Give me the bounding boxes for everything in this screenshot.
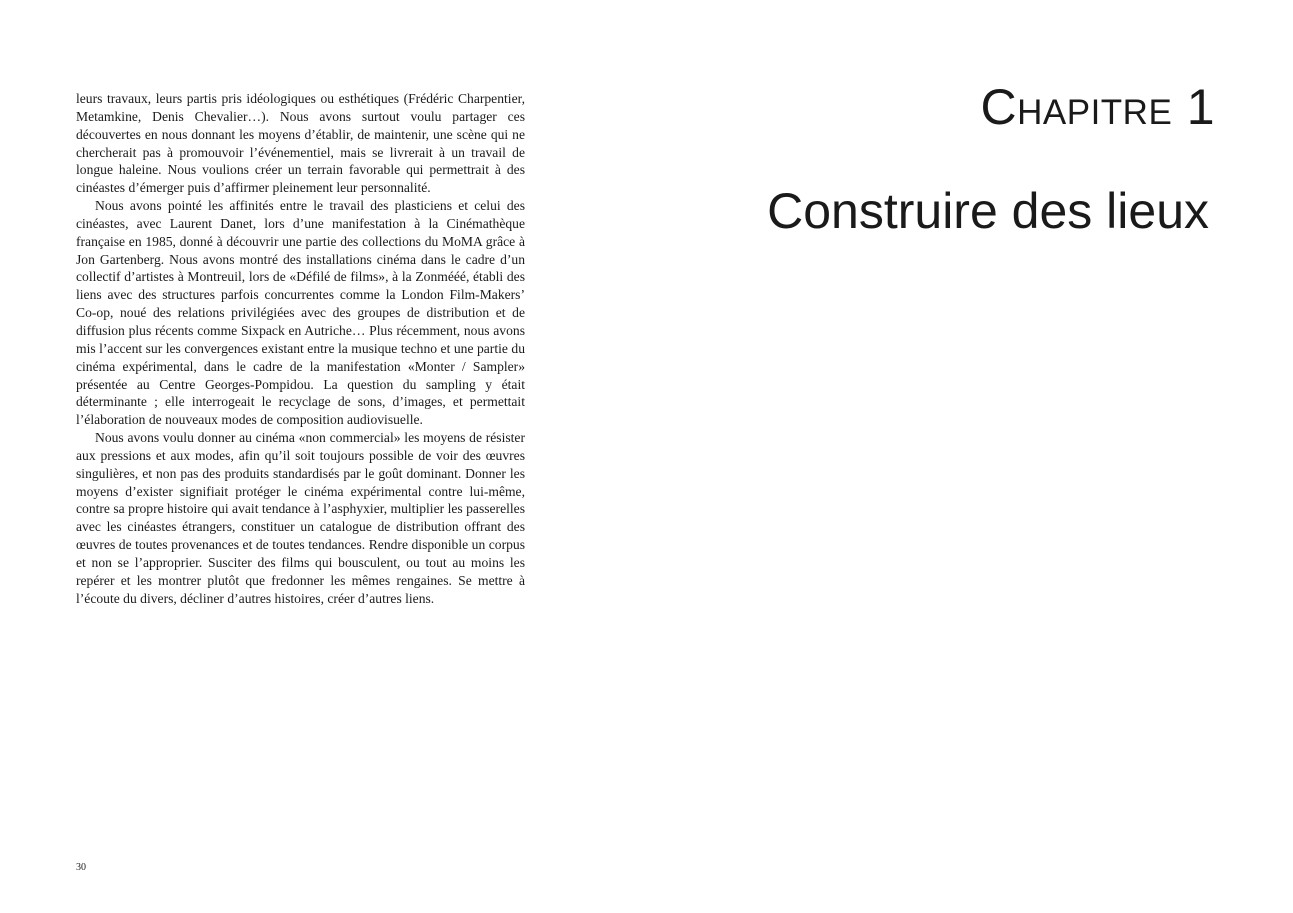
page-number: 30	[76, 862, 86, 873]
paragraph-1: leurs travaux, leurs partis pris idéologiques ou esthétiques (Frédéric Charpentier, Metamkine, Denis Chevalier…). Nous avons surtout voulu partager ces découvertes en nous donnant les moyens d’établir, de maintenir, une scène qui ne chercherait pas à promouvoir l’événementiel, mais se livrerait à un travail de longue haleine. Nous voulions créer un terrain favorable qui permettrait à des cinéastes d’émerger puis d’affirmer pleinement leur personnalité.	[76, 91, 525, 196]
chapter-label: Chapitre 1	[980, 79, 1215, 135]
left-page	[0, 0, 646, 913]
right-page	[646, 0, 1293, 913]
paragraph-3: Nous avons voulu donner au cinéma «non commercial» les moyens de résister aux pressions et aux modes, afin qu’il soit toujours possible de voir des œuvres singulières, et non pas des produits standardisés par le goût dominant. Donner les moyens d’exister signifiait protéger le cinéma expérimental contre lui-même, contre sa propre histoire qui avait tendance à l’asphyxier, multiplier les passerelles avec les cinéastes étrangers, constituer un catalogue de distribution offrant des œuvres de toutes provenances et de toutes tendances. Rendre disponible un corpus et non se l’approprier. Susciter des films qui bousculent, ou tout au moins les repérer et les montrer plutôt que fredonner les mêmes rengaines. Se mettre à l’écoute du divers, décliner d’autres histoires, créer d’autres liens.	[76, 430, 525, 606]
paragraph-2: Nous avons pointé les affinités entre le travail des plasticiens et celui des cinéastes, avec Laurent Danet, lors d’une manifestation à la Cinémathèque française en 1985, donné à découvrir une partie des collections du MoMA grâce à Jon Gartenberg. Nous avons montré des installations cinéma dans le cadre d’un collectif d’artistes à Montreuil, lors de «Défilé de films», à la Zonmééé, établi des liens avec des structures parfois concurrentes comme la London Film-Makers’ Co-op, noué des relations privilégiées avec des groupes de distribution et de diffusion plus récents comme Sixpack en Autriche… Plus récemment, nous avons mis l’accent sur les convergences existant entre la musique techno et une partie du cinéma expérimental, dans le cadre de la manifestation «Monter / Sampler» présentée au Centre Georges-Pompidou. La question du sampling y était déterminante ; elle interrogeait le recyclage de sons, d’images, et permettait l’élaboration de nouveaux modes de composition audiovisuelle.	[76, 198, 525, 428]
chapter-title: Construire des lieux	[767, 183, 1209, 239]
body-text	[76, 90, 525, 607]
